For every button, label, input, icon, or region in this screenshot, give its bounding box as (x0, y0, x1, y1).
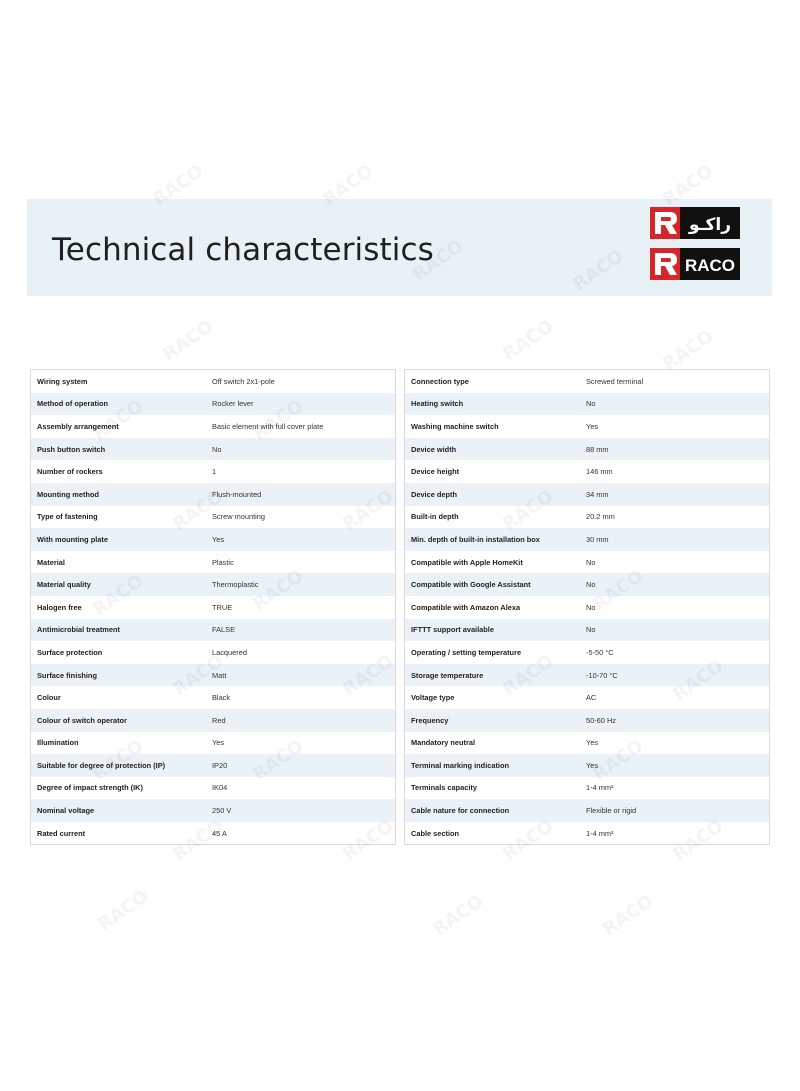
spec-table-right (404, 369, 770, 845)
spec-row (31, 528, 395, 551)
spec-row (405, 732, 769, 755)
spec-value: 88 mm (586, 444, 609, 454)
spec-value: FALSE (212, 625, 236, 635)
spec-label: Surface protection (37, 647, 103, 657)
spec-label: Assembly arrangement (37, 421, 119, 431)
spec-row (31, 415, 395, 438)
spec-row (31, 370, 395, 393)
spec-label: Storage temperature (411, 670, 484, 680)
spec-value: Yes (212, 738, 225, 748)
spec-label: Connection type (411, 376, 469, 386)
raco-arabic-logo (650, 207, 740, 239)
spec-row (405, 460, 769, 483)
spec-table-left (30, 369, 396, 845)
spec-label: Colour of switch operator (37, 715, 127, 725)
watermark (599, 891, 657, 941)
spec-value: 1-4 mm² (586, 783, 614, 793)
spec-value: No (586, 399, 596, 409)
spec-label: Material (37, 557, 65, 567)
spec-row (31, 460, 395, 483)
spec-row (405, 551, 769, 574)
spec-row (31, 596, 395, 619)
spec-value: Red (212, 715, 226, 725)
spec-label: Mandatory neutral (411, 738, 476, 748)
spec-row (31, 506, 395, 529)
spec-label: Halogen free (37, 602, 82, 612)
spec-row (405, 596, 769, 619)
spec-row (405, 393, 769, 416)
spec-label: Colour (37, 693, 61, 703)
spec-row (405, 709, 769, 732)
spec-row (31, 822, 395, 845)
spec-label: Degree of impact strength (IK) (37, 783, 143, 793)
header-banner (27, 199, 772, 296)
spec-label: Cable section (411, 828, 460, 838)
spec-value: No (586, 625, 596, 635)
spec-value: Yes (212, 534, 225, 544)
spec-label: Rated current (37, 828, 86, 838)
spec-row (405, 686, 769, 709)
spec-row (31, 709, 395, 732)
spec-value: 34 mm (586, 489, 609, 499)
spec-label: Mounting method (37, 489, 99, 499)
spec-value: IP20 (212, 760, 228, 770)
spec-value: Black (212, 693, 231, 703)
spec-row (405, 777, 769, 800)
spec-row (31, 799, 395, 822)
spec-value: Flush-mounted (212, 489, 262, 499)
spec-label: Compatible with Amazon Alexa (411, 602, 521, 612)
spec-label: Heating switch (411, 399, 464, 409)
brand-english-text: RACO (684, 256, 736, 275)
spec-row (405, 573, 769, 596)
spec-row (405, 619, 769, 642)
spec-row (405, 754, 769, 777)
spec-value: TRUE (212, 602, 233, 612)
spec-value: Lacquered (212, 647, 247, 657)
spec-row (31, 641, 395, 664)
spec-label: Type of fastening (37, 512, 98, 522)
spec-label: Device width (411, 444, 457, 454)
spec-value: Rocker lever (212, 399, 254, 409)
spec-row (31, 754, 395, 777)
spec-value: 20.2 mm (586, 512, 615, 522)
spec-row (31, 393, 395, 416)
spec-row (31, 483, 395, 506)
spec-value: 250 V (212, 806, 232, 816)
watermark (659, 326, 717, 376)
spec-row (31, 573, 395, 596)
spec-row (405, 438, 769, 461)
spec-value: Matt (212, 670, 227, 680)
spec-row (405, 822, 769, 845)
spec-row (405, 641, 769, 664)
spec-value: Screwed terminal (586, 376, 644, 386)
spec-row (31, 777, 395, 800)
spec-label: IFTTT support available (411, 625, 494, 635)
spec-label: Push button switch (37, 444, 106, 454)
spec-value: Flexible or rigid (586, 806, 637, 816)
spec-row (405, 370, 769, 393)
spec-value: Yes (586, 738, 599, 748)
watermark (94, 886, 152, 936)
spec-label: Built-in depth (411, 512, 459, 522)
spec-label: With mounting plate (37, 534, 108, 544)
spec-value: Yes (586, 421, 599, 431)
spec-label: Antimicrobial treatment (37, 625, 120, 635)
raco-logo (650, 248, 740, 280)
spec-label: Washing machine switch (411, 421, 499, 431)
spec-label: Device height (411, 467, 460, 477)
spec-label: Material quality (37, 580, 91, 590)
spec-value: AC (586, 693, 597, 703)
spec-row (31, 686, 395, 709)
spec-value: Plastic (212, 557, 234, 567)
spec-value: No (586, 557, 596, 567)
spec-value: Thermoplastic (212, 580, 259, 590)
spec-label: Terminal marking indication (411, 760, 510, 770)
spec-label: Method of operation (37, 399, 109, 409)
spec-row (31, 732, 395, 755)
spec-value: 45 A (212, 828, 227, 838)
spec-value: -10-70 °C (586, 670, 618, 680)
spec-label: Compatible with Google Assistant (411, 580, 531, 590)
watermark (159, 316, 217, 366)
spec-value: No (212, 444, 222, 454)
spec-row (405, 483, 769, 506)
spec-value: 146 mm (586, 467, 613, 477)
spec-label: Surface finishing (37, 670, 97, 680)
spec-value: 1 (212, 467, 217, 477)
page-title: Technical characteristics (52, 232, 434, 268)
spec-label: Terminals capacity (411, 783, 477, 793)
spec-value: No (586, 602, 596, 612)
spec-value: 1-4 mm² (586, 828, 614, 838)
spec-label: Cable nature for connection (411, 806, 510, 816)
watermark (429, 891, 487, 941)
spec-row (405, 528, 769, 551)
spec-label: Suitable for degree of protection (IP) (37, 760, 166, 770)
spec-row (31, 551, 395, 574)
spec-value: 30 mm (586, 534, 609, 544)
spec-label: Compatible with Apple HomeKit (411, 557, 523, 567)
spec-value: 50-60 Hz (586, 715, 616, 725)
watermark (499, 316, 557, 366)
spec-label: Illumination (37, 738, 79, 748)
spec-row (405, 664, 769, 687)
spec-value: Yes (586, 760, 599, 770)
spec-value: Basic element with full cover plate (212, 421, 324, 431)
spec-value: Off switch 2x1-pole (212, 376, 275, 386)
spec-label: Device depth (411, 489, 458, 499)
spec-row (405, 415, 769, 438)
spec-label: Nominal voltage (37, 806, 95, 816)
spec-value: -5-50 °C (586, 647, 614, 657)
spec-label: Frequency (411, 715, 449, 725)
spec-value: No (586, 580, 596, 590)
spec-value: IK04 (212, 783, 228, 793)
brand-arabic-text: راكـو (689, 215, 731, 235)
spec-label: Wiring system (37, 376, 88, 386)
spec-label: Number of rockers (37, 467, 103, 477)
spec-row (31, 664, 395, 687)
spec-label: Operating / setting temperature (411, 647, 522, 657)
spec-row (405, 506, 769, 529)
spec-value: Screw mounting (212, 512, 265, 522)
spec-row (31, 438, 395, 461)
spec-row (31, 619, 395, 642)
spec-label: Min. depth of built-in installation box (411, 534, 540, 544)
spec-label: Voltage type (411, 693, 455, 703)
spec-row (405, 799, 769, 822)
